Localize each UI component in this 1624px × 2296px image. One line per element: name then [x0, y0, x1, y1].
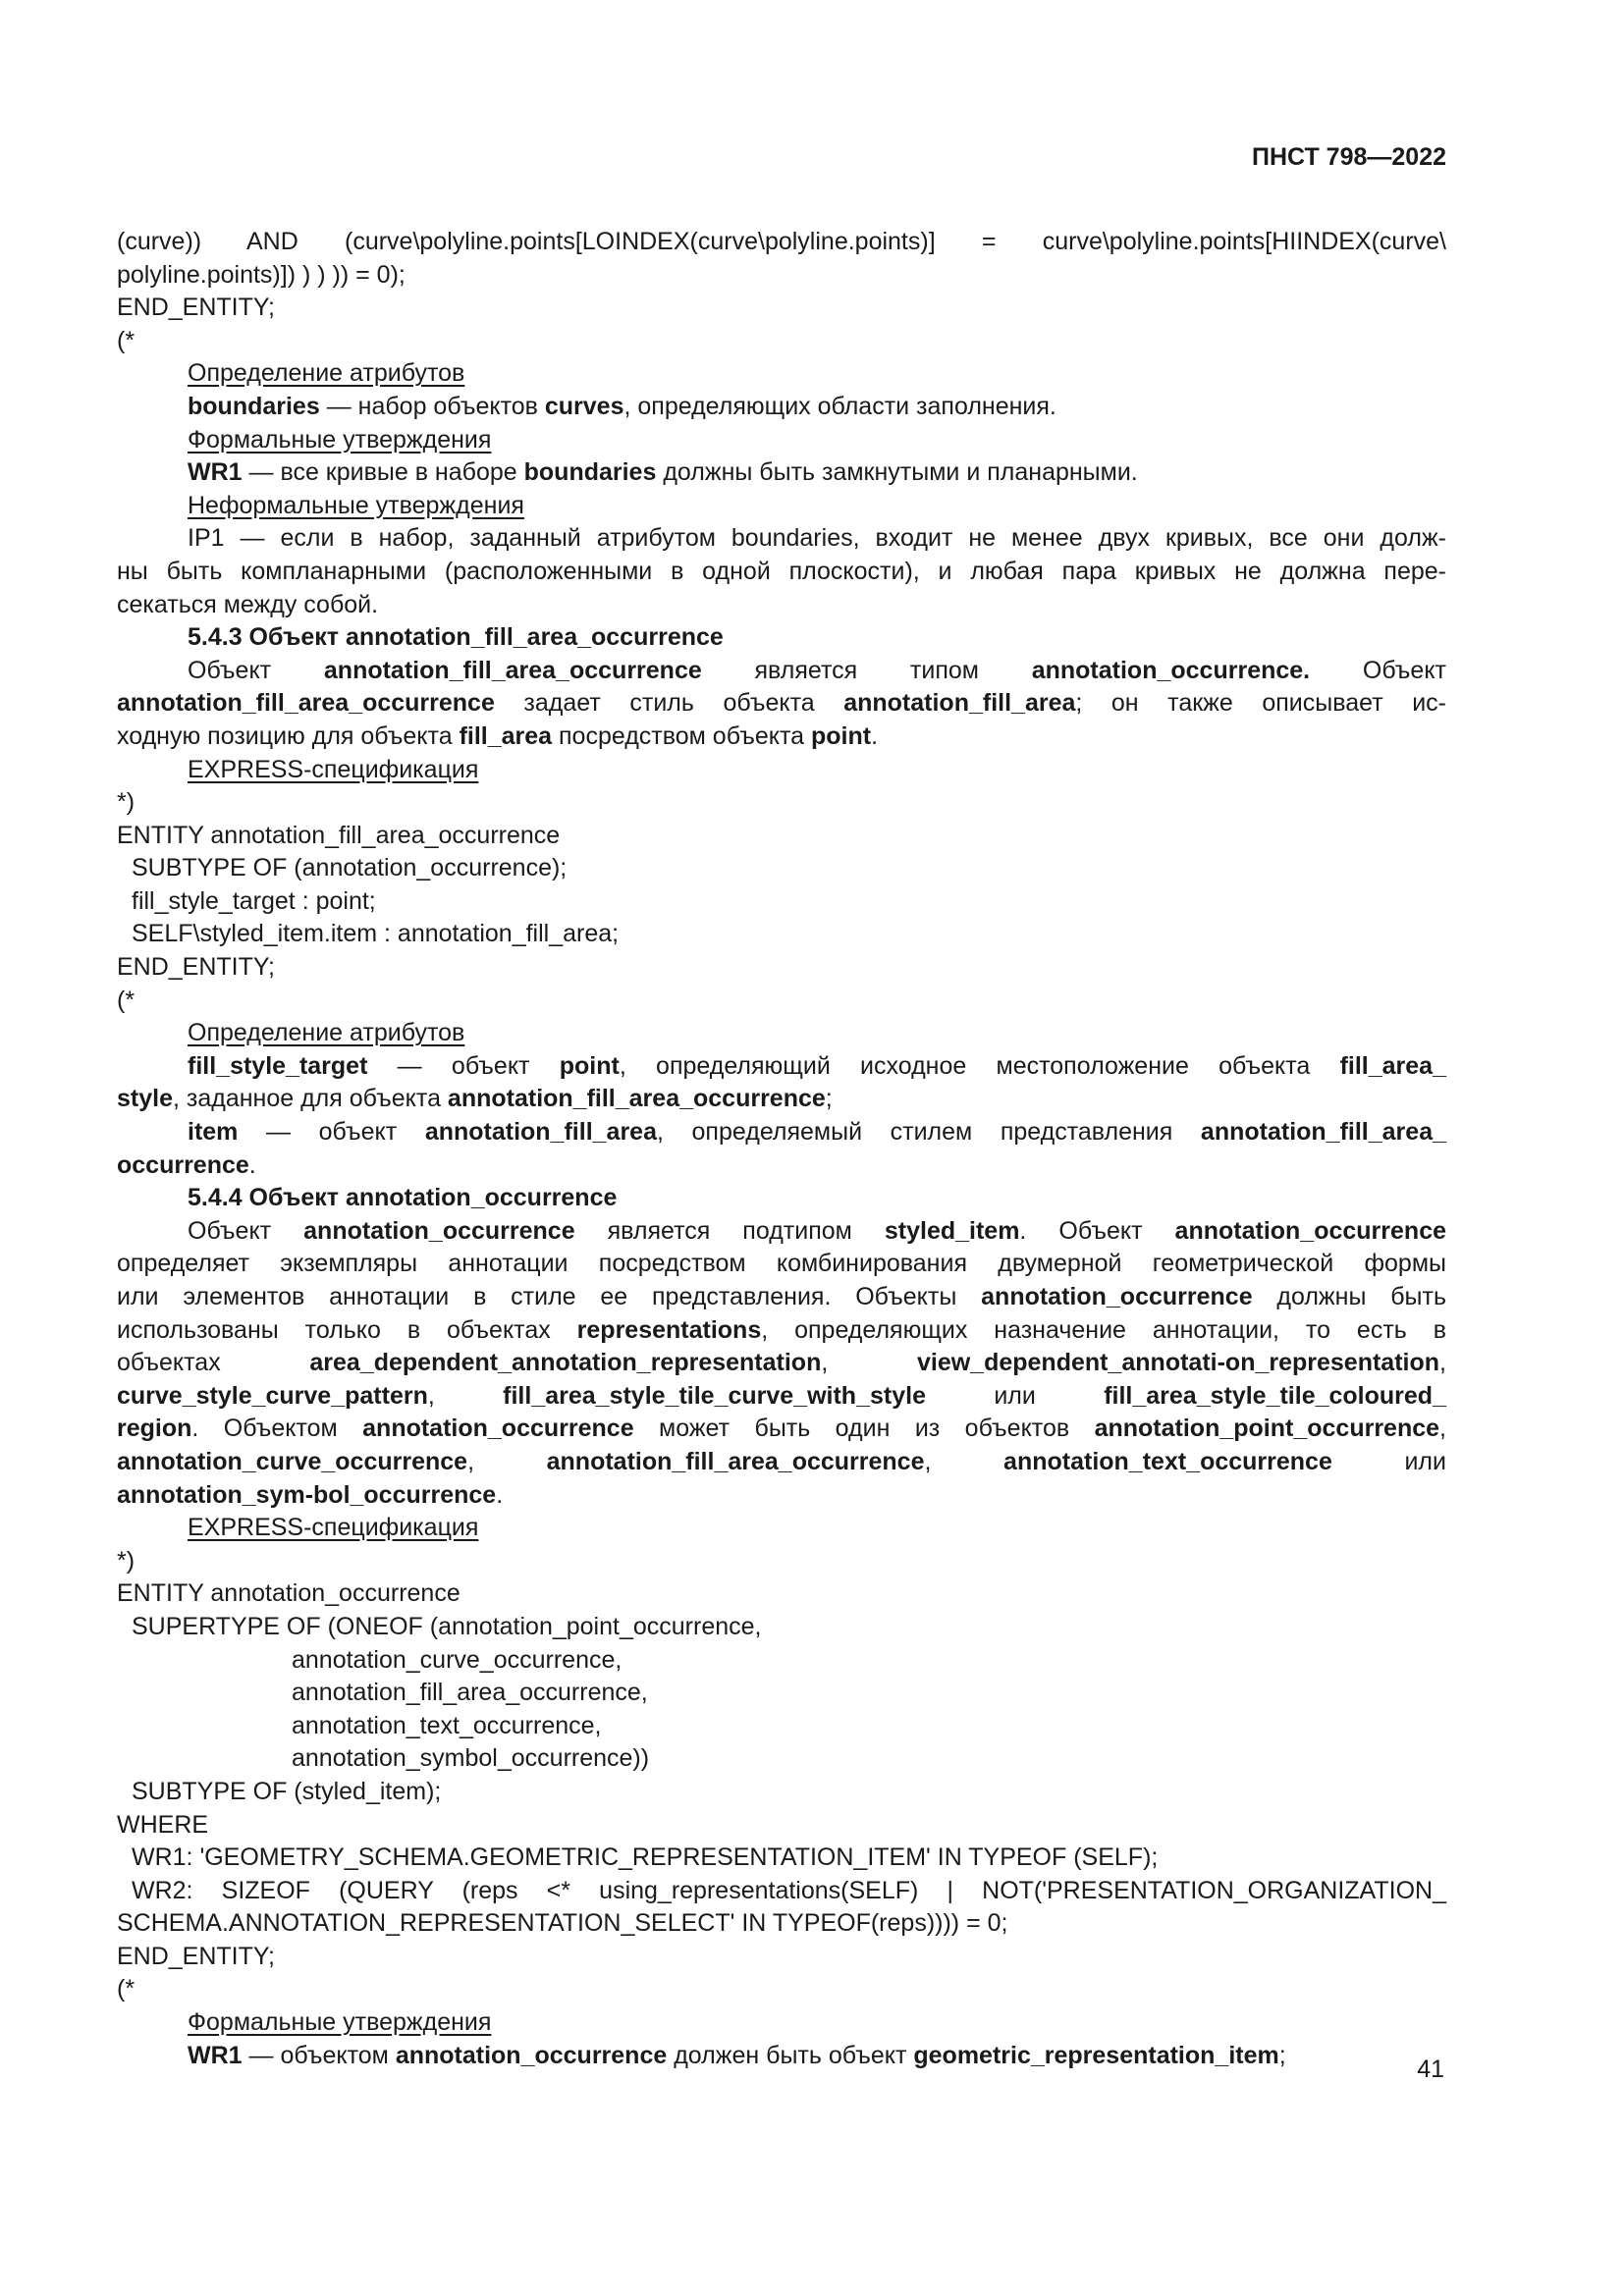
text-segment: *)	[117, 788, 135, 817]
text-segment: ,	[467, 1447, 547, 1475]
text-segment: должен быть объект	[667, 2041, 914, 2069]
text-line	[117, 1776, 1446, 1809]
text-line	[117, 424, 1446, 457]
text-segment: — объектом	[242, 2041, 396, 2069]
text-line	[117, 456, 1446, 490]
text-segment: polyline.points)]) ) ) )) = 0);	[117, 260, 406, 289]
bold-text: geometric_representation_item	[913, 2041, 1279, 2069]
text-segment: .	[248, 1150, 256, 1179]
text-line	[117, 1941, 1446, 1974]
text-segment: — объект	[238, 1118, 425, 1147]
text-segment: ны быть компланарными (расположенными в одной плоскости), и любая пара кривых не должна пере-	[117, 557, 1446, 585]
bold-text: style	[117, 1085, 173, 1113]
text-line	[117, 1677, 1446, 1710]
text-segment: ,	[821, 1349, 917, 1377]
text-segment: ,	[924, 1447, 1004, 1475]
text-segment: SUBTYPE OF (styled_item);	[132, 1777, 442, 1805]
text-segment: .	[871, 721, 879, 750]
text-segment: annotation_symbol_occurrence))	[292, 1744, 650, 1773]
bold-text: annotation_occurrence	[303, 1216, 575, 1245]
text-line	[117, 820, 1446, 853]
text-line	[117, 2040, 1446, 2073]
text-segment: SELF\styled_item.item : annotation_fill_area;	[132, 920, 620, 948]
text-line	[117, 721, 1446, 754]
text-segment: annotation_fill_area_occurrence,	[292, 1679, 648, 1707]
text-segment: Объект	[188, 1216, 304, 1245]
text-segment: IP1 — если в набор, заданный атрибутом boundaries, входит не менее двух кривых, все они долж-	[188, 524, 1446, 553]
text-segment: — все кривые в наборе	[242, 458, 524, 487]
text-segment: (curve)) AND (curve\polyline.points[LOINDEX(curve\polyline.points)] = curve\polyline.points[HIINDEX(curve\	[117, 228, 1446, 255]
text-line	[117, 1116, 1446, 1149]
text-segment: WHERE	[117, 1810, 209, 1839]
text-line	[117, 687, 1446, 721]
bold-text: 5.4.4 Объект annotation_occurrence	[188, 1184, 618, 1212]
document-code-header: ПНСТ 798—2022	[1252, 143, 1446, 171]
text-line	[117, 1742, 1446, 1776]
text-segment: или элементов аннотации в стиле ее представления. Объекты	[117, 1283, 982, 1310]
bold-text: styled_item	[884, 1216, 1020, 1245]
text-segment: ; он также описывает ис-	[1075, 689, 1446, 718]
text-line	[117, 1842, 1446, 1875]
text-segment: annotation_text_occurrence,	[292, 1711, 602, 1739]
text-line	[117, 754, 1446, 787]
text-segment: Объект	[188, 656, 324, 684]
text-line	[117, 1149, 1446, 1183]
text-line	[117, 1215, 1446, 1249]
text-segment: или	[1331, 1447, 1446, 1475]
text-segment: — объект	[367, 1051, 560, 1080]
bold-text: annotation_occurrence	[395, 2041, 668, 2069]
bold-text: annotation_sym-bol_occurrence	[117, 1480, 497, 1509]
text-line	[117, 655, 1446, 688]
text-line	[117, 1973, 1446, 2006]
text-line	[117, 1380, 1446, 1414]
text-segment: Объект	[1310, 656, 1447, 684]
text-line	[117, 1314, 1446, 1348]
bold-text: annotation_occurrence.	[1031, 656, 1311, 684]
text-segment: ENTITY annotation_occurrence	[117, 1579, 460, 1608]
text-line	[117, 490, 1446, 523]
text-segment: ENTITY annotation_fill_area_occurrence	[117, 821, 561, 849]
bold-text: representations	[576, 1315, 762, 1344]
bold-text: boundaries	[188, 392, 320, 420]
text-line	[117, 1446, 1446, 1479]
text-line	[117, 1083, 1446, 1116]
underlined-heading: Определение атрибутов	[188, 1019, 465, 1047]
bold-text: WR1	[188, 458, 243, 487]
bold-text: point	[810, 721, 872, 750]
text-line	[117, 292, 1446, 325]
bold-text: annotation_point_occurrence	[1094, 1415, 1440, 1443]
text-segment: , определяющих области заполнения.	[623, 392, 1056, 420]
text-segment: (*	[117, 326, 135, 354]
bold-text: fill_style_target	[188, 1051, 368, 1080]
text-line	[117, 621, 1446, 655]
text-segment: ;	[825, 1085, 833, 1113]
bold-text: curve_style_curve_pattern	[117, 1381, 428, 1410]
text-line	[117, 1644, 1446, 1678]
text-segment: ,	[1439, 1415, 1446, 1443]
text-line	[117, 885, 1446, 919]
text-line	[117, 1545, 1446, 1578]
text-segment: задает стиль объекта	[494, 689, 844, 718]
text-segment: . Объект	[1019, 1216, 1175, 1245]
bold-text: point	[559, 1051, 620, 1080]
text-line	[117, 1017, 1446, 1050]
text-segment: END_ENTITY;	[117, 294, 275, 322]
text-line	[117, 391, 1446, 424]
text-segment: fill_style_target : point;	[132, 886, 376, 915]
underlined-heading: EXPRESS-спецификация	[188, 755, 479, 783]
text-line	[117, 1182, 1446, 1215]
bold-text: 5.4.3 Объект annotation_fill_area_occurrence	[188, 623, 724, 652]
underlined-heading: Определение атрибутов	[188, 359, 465, 388]
underlined-heading: Неформальные утверждения	[188, 491, 524, 519]
text-segment: может быть один из объектов	[633, 1415, 1095, 1443]
underlined-heading: EXPRESS-спецификация	[188, 1514, 479, 1542]
bold-text: annotation_curve_occurrence	[117, 1447, 468, 1475]
text-line	[117, 786, 1446, 820]
bold-text: annotation_fill_area	[424, 1118, 657, 1147]
text-segment: SCHEMA.ANNOTATION_REPRESENTATION_SELECT' IN TYPEOF(reps)))) = 0;	[117, 1909, 1008, 1938]
text-segment: , определяемый стилем представления	[656, 1118, 1201, 1147]
text-segment: посредством объекта	[552, 721, 811, 750]
bold-text: boundaries	[523, 458, 657, 487]
bold-text: area_dependent_annotation_representation	[309, 1349, 822, 1377]
text-segment: ходную позицию для объекта	[117, 721, 460, 750]
text-segment: SUPERTYPE OF (ONEOF (annotation_point_occurrence,	[132, 1612, 762, 1640]
bold-text: annotation_fill_area	[843, 689, 1076, 718]
text-segment: объектах	[117, 1349, 310, 1377]
text-segment: или	[925, 1381, 1105, 1410]
text-line	[117, 1512, 1446, 1545]
text-line	[117, 1710, 1446, 1743]
text-line	[117, 589, 1446, 622]
bold-text: item	[188, 1118, 239, 1147]
bold-text: annotation_fill_area_	[1200, 1118, 1446, 1147]
text-line	[117, 1907, 1446, 1941]
text-line	[117, 226, 1446, 259]
text-line	[117, 357, 1446, 391]
text-line	[117, 1050, 1446, 1084]
text-segment: (*	[117, 1975, 135, 2003]
bold-text: annotation_text_occurrence	[1003, 1447, 1332, 1475]
bold-text: fill_area_style_tile_coloured_	[1104, 1381, 1446, 1410]
text-segment: WR1: 'GEOMETRY_SCHEMA.GEOMETRIC_REPRESENTATION_ITEM' IN TYPEOF (SELF);	[132, 1843, 1159, 1872]
text-line	[117, 951, 1446, 985]
bold-text: annotation_occurrence	[362, 1415, 634, 1443]
text-line	[117, 2006, 1446, 2040]
text-segment: END_ENTITY;	[117, 1942, 275, 1970]
text-line	[117, 1347, 1446, 1380]
text-segment: должны быть	[1252, 1283, 1447, 1310]
text-segment: ,	[1439, 1349, 1446, 1377]
text-line	[117, 852, 1446, 885]
text-segment: определяет экземпляры аннотации посредством комбинирования двумерной геометрической формы	[117, 1250, 1446, 1278]
text-segment: , заданное для объекта	[172, 1085, 448, 1113]
text-segment: ;	[1278, 2041, 1286, 2069]
bold-text: annotation_fill_area_occurrence	[447, 1085, 826, 1113]
bold-text: annotation_fill_area_occurrence	[546, 1447, 925, 1475]
bold-text: occurrence	[117, 1150, 249, 1179]
text-line	[117, 325, 1446, 358]
text-segment: является типом	[701, 656, 1032, 684]
text-segment: , определяющий исходное местоположение объекта	[619, 1051, 1340, 1080]
text-line	[117, 1413, 1446, 1446]
text-segment: , определяющих назначение аннотации, то есть в	[761, 1315, 1446, 1344]
page-number: 41	[1417, 2056, 1444, 2083]
bold-text: annotation_fill_area_occurrence	[117, 689, 495, 718]
text-segment: секаться между собой.	[117, 590, 379, 618]
text-segment: . Объектом	[191, 1415, 363, 1443]
text-line	[117, 1248, 1446, 1281]
text-segment: должны быть замкнутыми и планарными.	[656, 458, 1138, 487]
text-line	[117, 1479, 1446, 1513]
bold-text: annotation_fill_area_occurrence	[323, 656, 702, 684]
text-line	[117, 1809, 1446, 1842]
bold-text: curves	[544, 392, 624, 420]
text-segment: (*	[117, 986, 135, 1014]
text-line	[117, 1281, 1446, 1314]
underlined-heading: Формальные утверждения	[188, 2008, 492, 2037]
underlined-heading: Формальные утверждения	[188, 425, 492, 454]
text-segment: — набор объектов	[319, 392, 545, 420]
text-segment: использованы только в объектах	[117, 1315, 577, 1344]
text-segment: *)	[117, 1546, 135, 1575]
bold-text: fill_area	[459, 721, 553, 750]
text-line	[117, 259, 1446, 293]
text-line	[117, 556, 1446, 589]
text-segment: SUBTYPE OF (annotation_occurrence);	[132, 854, 568, 882]
text-line	[117, 918, 1446, 951]
text-line	[117, 522, 1446, 556]
text-line	[117, 985, 1446, 1018]
bold-text: region	[117, 1415, 192, 1443]
bold-text: fill_area_style_tile_curve_with_style	[503, 1381, 926, 1410]
text-segment: annotation_curve_occurrence,	[292, 1645, 623, 1674]
bold-text: WR1	[188, 2041, 243, 2069]
text-segment: ,	[427, 1381, 504, 1410]
document-body	[117, 226, 1446, 2072]
text-line	[117, 1577, 1446, 1611]
bold-text: view_dependent_annotati-on_representation	[916, 1349, 1440, 1377]
bold-text: fill_area_	[1339, 1051, 1446, 1080]
bold-text: annotation_occurrence	[981, 1283, 1253, 1310]
text-line	[117, 1875, 1446, 1908]
bold-text: annotation_occurrence	[1174, 1216, 1446, 1245]
text-line	[117, 1611, 1446, 1644]
text-segment: WR2: SIZEOF (QUERY (reps <* using_representations(SELF) | NOT('PRESENTATION_ORGANIZATION_	[132, 1876, 1446, 1904]
text-segment: является подтипом	[574, 1216, 885, 1245]
text-segment: END_ENTITY;	[117, 953, 275, 982]
text-segment: .	[496, 1480, 504, 1509]
